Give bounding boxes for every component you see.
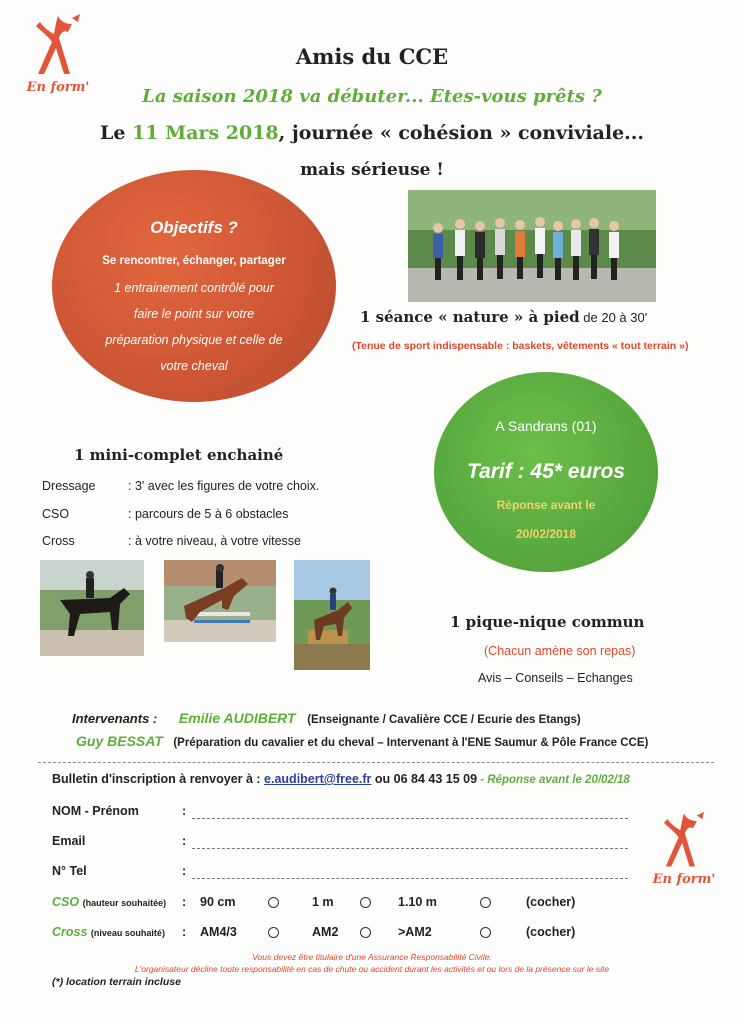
headline-prefix: Le (99, 122, 133, 144)
cross-label-text: Cross (52, 925, 88, 939)
field-colon: : (182, 804, 187, 818)
cso-radio-110[interactable] (480, 897, 491, 908)
objectifs-line: votre cheval (160, 359, 228, 373)
intervenant-name: Emilie AUDIBERT (178, 710, 296, 726)
logo-text: En form' (26, 80, 90, 95)
intervenants-line-2 (76, 733, 648, 751)
seance-duration: de 20 à 30' (579, 310, 648, 325)
cross-radio-gt-am2[interactable] (480, 927, 491, 938)
cso-option: 1 m (312, 895, 334, 909)
cross-sub: (niveau souhaité) (90, 928, 165, 938)
objectifs-line: Se rencontrer, échanger, partager (102, 255, 286, 267)
cut-line-divider (38, 762, 714, 763)
event-date: 11 Mars 2018 (132, 122, 279, 144)
assurance-note: Vous devez être titulaire d'une Assurance Responsabilité Civile. (252, 952, 492, 962)
cso-radio-90[interactable] (268, 897, 279, 908)
piquenique-note: (Chacun amène son repas) (484, 644, 636, 658)
group-photo (408, 190, 656, 302)
intervenants-line-1 (72, 710, 581, 726)
cso-label-text: CSO (52, 895, 80, 909)
tarif-text: Tarif : 45* euros (467, 460, 625, 483)
nom-input-line[interactable] (192, 818, 628, 819)
intervenant-desc: (Enseignante / Cavalière CCE / Ecurie des Etangs) (307, 714, 581, 726)
mini-complet-title: 1 mini-complet enchainé (74, 446, 284, 464)
field-label-tel: N° Tel (52, 864, 87, 878)
program-desc: : parcours de 5 à 6 obstacles (128, 507, 289, 521)
headline-suffix: , journée « cohésion » conviviale... (278, 122, 645, 144)
seance-title (360, 308, 647, 326)
cso-sub: (hauteur souhaitée) (82, 898, 167, 908)
cross-option: AM2 (312, 925, 339, 939)
cso-option: 90 cm (200, 895, 236, 909)
cso-radio-1m[interactable] (360, 897, 371, 908)
cso-option: 1.10 m (398, 895, 437, 909)
cso-photo (164, 560, 276, 642)
objectifs-line: faire le point sur votre (133, 307, 255, 321)
cross-radio-am2[interactable] (360, 927, 371, 938)
info-circle (434, 372, 658, 572)
field-colon: : (182, 925, 187, 939)
objectifs-line: 1 entrainement contrôlé pour (114, 281, 274, 295)
objectifs-line: préparation physique et celle de (105, 333, 283, 347)
horse-rider-icon (656, 810, 712, 872)
program-label: Dressage (42, 479, 96, 493)
field-label-email: Email (52, 834, 86, 848)
cross-photo (294, 560, 370, 670)
cross-option: >AM2 (398, 925, 432, 939)
cocher-label: (cocher) (526, 895, 576, 909)
piquenique-title: 1 pique-nique commun (450, 613, 645, 631)
cross-option: AM4/3 (200, 925, 237, 939)
location-text: A Sandrans (01) (495, 418, 597, 434)
cso-label (52, 895, 166, 909)
seance-bold: 1 séance « nature » à pied (360, 308, 580, 326)
field-label-nom: NOM - Prénom (52, 804, 139, 818)
field-colon: : (182, 834, 187, 848)
email-input-line[interactable] (192, 848, 628, 849)
program-desc: : à votre niveau, à votre vitesse (128, 534, 302, 548)
objectifs-title: Objectifs ? (150, 218, 238, 237)
email-link[interactable]: e.audibert@free.fr (264, 772, 372, 786)
reponse-date: 20/02/2018 (515, 527, 577, 541)
page-subtitle: La saison 2018 va débuter... Etes-vous prêts ? (142, 86, 602, 107)
en-form-logo-bottom (644, 810, 724, 887)
tel-input-line[interactable] (192, 878, 628, 879)
bulletin-reponse: - Réponse avant le 20/02/18 (477, 774, 630, 786)
bulletin-line (52, 772, 630, 786)
intervenant-name: Guy BESSAT (76, 733, 163, 749)
piquenique-avis: Avis – Conseils – Echanges (478, 671, 633, 685)
cross-radio-am43[interactable] (268, 927, 279, 938)
cocher-label: (cocher) (526, 925, 576, 939)
logo-text: En form' (652, 872, 716, 887)
event-headline (0, 122, 744, 144)
intervenants-label: Intervenants : (72, 711, 158, 726)
objectifs-circle (52, 170, 336, 402)
reponse-text: Réponse avant le (496, 498, 596, 512)
location-note: (*) location terrain incluse (52, 976, 181, 988)
page-title: Amis du CCE (295, 44, 449, 69)
program-label: CSO (42, 507, 70, 521)
responsabilite-note: L'organisateur décline toute responsabilité en cas de chute ou accident durant les activités et ou lors de la présence sur le site (134, 964, 610, 974)
cross-label (52, 925, 165, 939)
bulletin-text: Bulletin d'inscription à renvoyer à : (52, 772, 265, 786)
field-colon: : (182, 864, 187, 878)
program-desc: : 3' avec les figures de votre choix. (128, 479, 320, 493)
intervenant-desc: (Préparation du cavalier et du cheval – Intervenant à l'ENE Saumur & Pôle France CCE) (173, 737, 649, 749)
bulletin-phone: ou 06 84 43 15 09 (371, 772, 478, 786)
seance-note: (Tenue de sport indispensable : baskets, vêtements « tout terrain ») (352, 340, 689, 352)
program-label: Cross (42, 534, 75, 548)
dressage-photo (40, 560, 144, 656)
field-colon: : (182, 895, 187, 909)
event-headline-2: mais sérieuse ! (300, 160, 444, 180)
